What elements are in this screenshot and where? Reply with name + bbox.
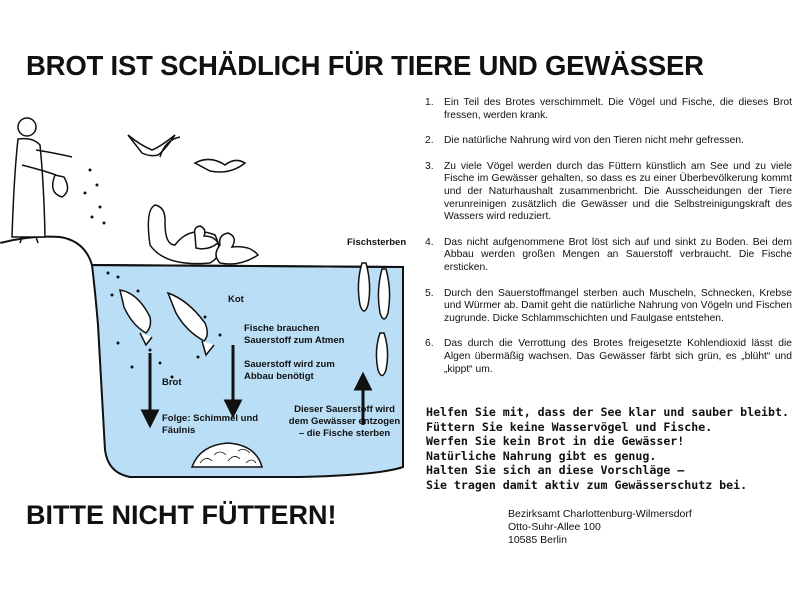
- label-sauerstoff-abbau: Sauerstoff wird zum Abbau benötigt: [244, 359, 335, 382]
- appeal-line: Helfen Sie mit, dass der See klar und sauber bleibt.: [426, 405, 789, 419]
- sender-line: 10585 Berlin: [508, 533, 567, 546]
- label-fische-brauchen: Fische brauchen Sauerstoff zum Atmen: [244, 323, 345, 346]
- appeal-line: Natürliche Nahrung gibt es genug.: [426, 448, 657, 463]
- appeal-line: Halten Sie sich an diese Vorschläge –: [426, 463, 685, 478]
- label-folge: Folge: Schimmel und Fäulnis: [162, 413, 259, 436]
- sender-address: [508, 508, 692, 546]
- flying-gull-icon: [128, 135, 245, 172]
- list-item: 2. Die natürliche Nahrung wird von den Tieren nicht mehr gefressen.: [425, 135, 744, 147]
- list-item: 4. Das nicht aufgenommene Brot löst sich auf und sinkt zu Boden. Bei dem Abbau werden großen Mengen an Sauerstoff verbraucht. Die Fische ersticken.: [425, 236, 792, 273]
- list-item: 6. Das durch die Verrottung des Brotes freigesetzte Kohlendioxid lässt die Algen übermäßig wachsen. Das Gewässer färbt sich grün, es „blüht“ und „kippt“ um.: [425, 338, 792, 375]
- lake-illustration: [0, 95, 420, 490]
- list-item: 3. Zu viele Vögel werden durch das Füttern künstlich am See und zu viele Fische im Gewässer gehalten, so dass es zu einer Überbevölkerung kommt und der Naturhaushalt zusammenbricht. Die Ausscheidungen der Tiere verunreinigen zusätzlich die Gewässer und die Selbstreinigungskraft des Wassers wird reduziert.: [425, 160, 792, 223]
- page-title: BROT IST SCHÄDLICH FÜR TIERE UND GEWÄSSER: [26, 50, 704, 81]
- person-feeding-icon: [12, 118, 72, 243]
- list-item: 5. Durch den Sauerstoffmangel sterben auch Muscheln, Schnecken, Krebse und Würmer ab. Damit geht die natürliche Nahrung von Vögeln und Fischen zugrunde. Dicke Schlammschichten und Faulgase entstehen.: [425, 287, 792, 324]
- label-kot: Kot: [228, 294, 244, 305]
- list-item: 1. Ein Teil des Brotes verschimmelt. Die Vögel und Fische, die dieses Brot fressen, werden krank.: [425, 97, 792, 121]
- label-brot: Brot: [162, 377, 182, 388]
- appeal-text: [426, 405, 796, 493]
- label-entzogen: Dieser Sauerstoff wird dem Gewässer entzogen – die Fische sterben: [288, 404, 401, 439]
- label-fischsterben: Fischsterben: [347, 237, 407, 248]
- shore-bank: [0, 237, 92, 265]
- swan-icon: [148, 205, 219, 264]
- appeal-line: Werfen Sie kein Brot in die Gewässer!: [426, 434, 685, 449]
- do-not-feed-heading: BITTE NICHT FÜTTERN!: [26, 500, 337, 530]
- appeal-line: Sie tragen damit aktiv zum Gewässerschutz bei.: [426, 477, 748, 492]
- explanation-list: [425, 97, 792, 389]
- sender-line: Otto-Suhr-Allee 100: [508, 520, 601, 533]
- sender-line: Bezirksamt Charlottenburg-Wilmersdorf: [508, 508, 692, 520]
- appeal-line: Füttern Sie keine Wasservögel und Fische.: [426, 419, 713, 434]
